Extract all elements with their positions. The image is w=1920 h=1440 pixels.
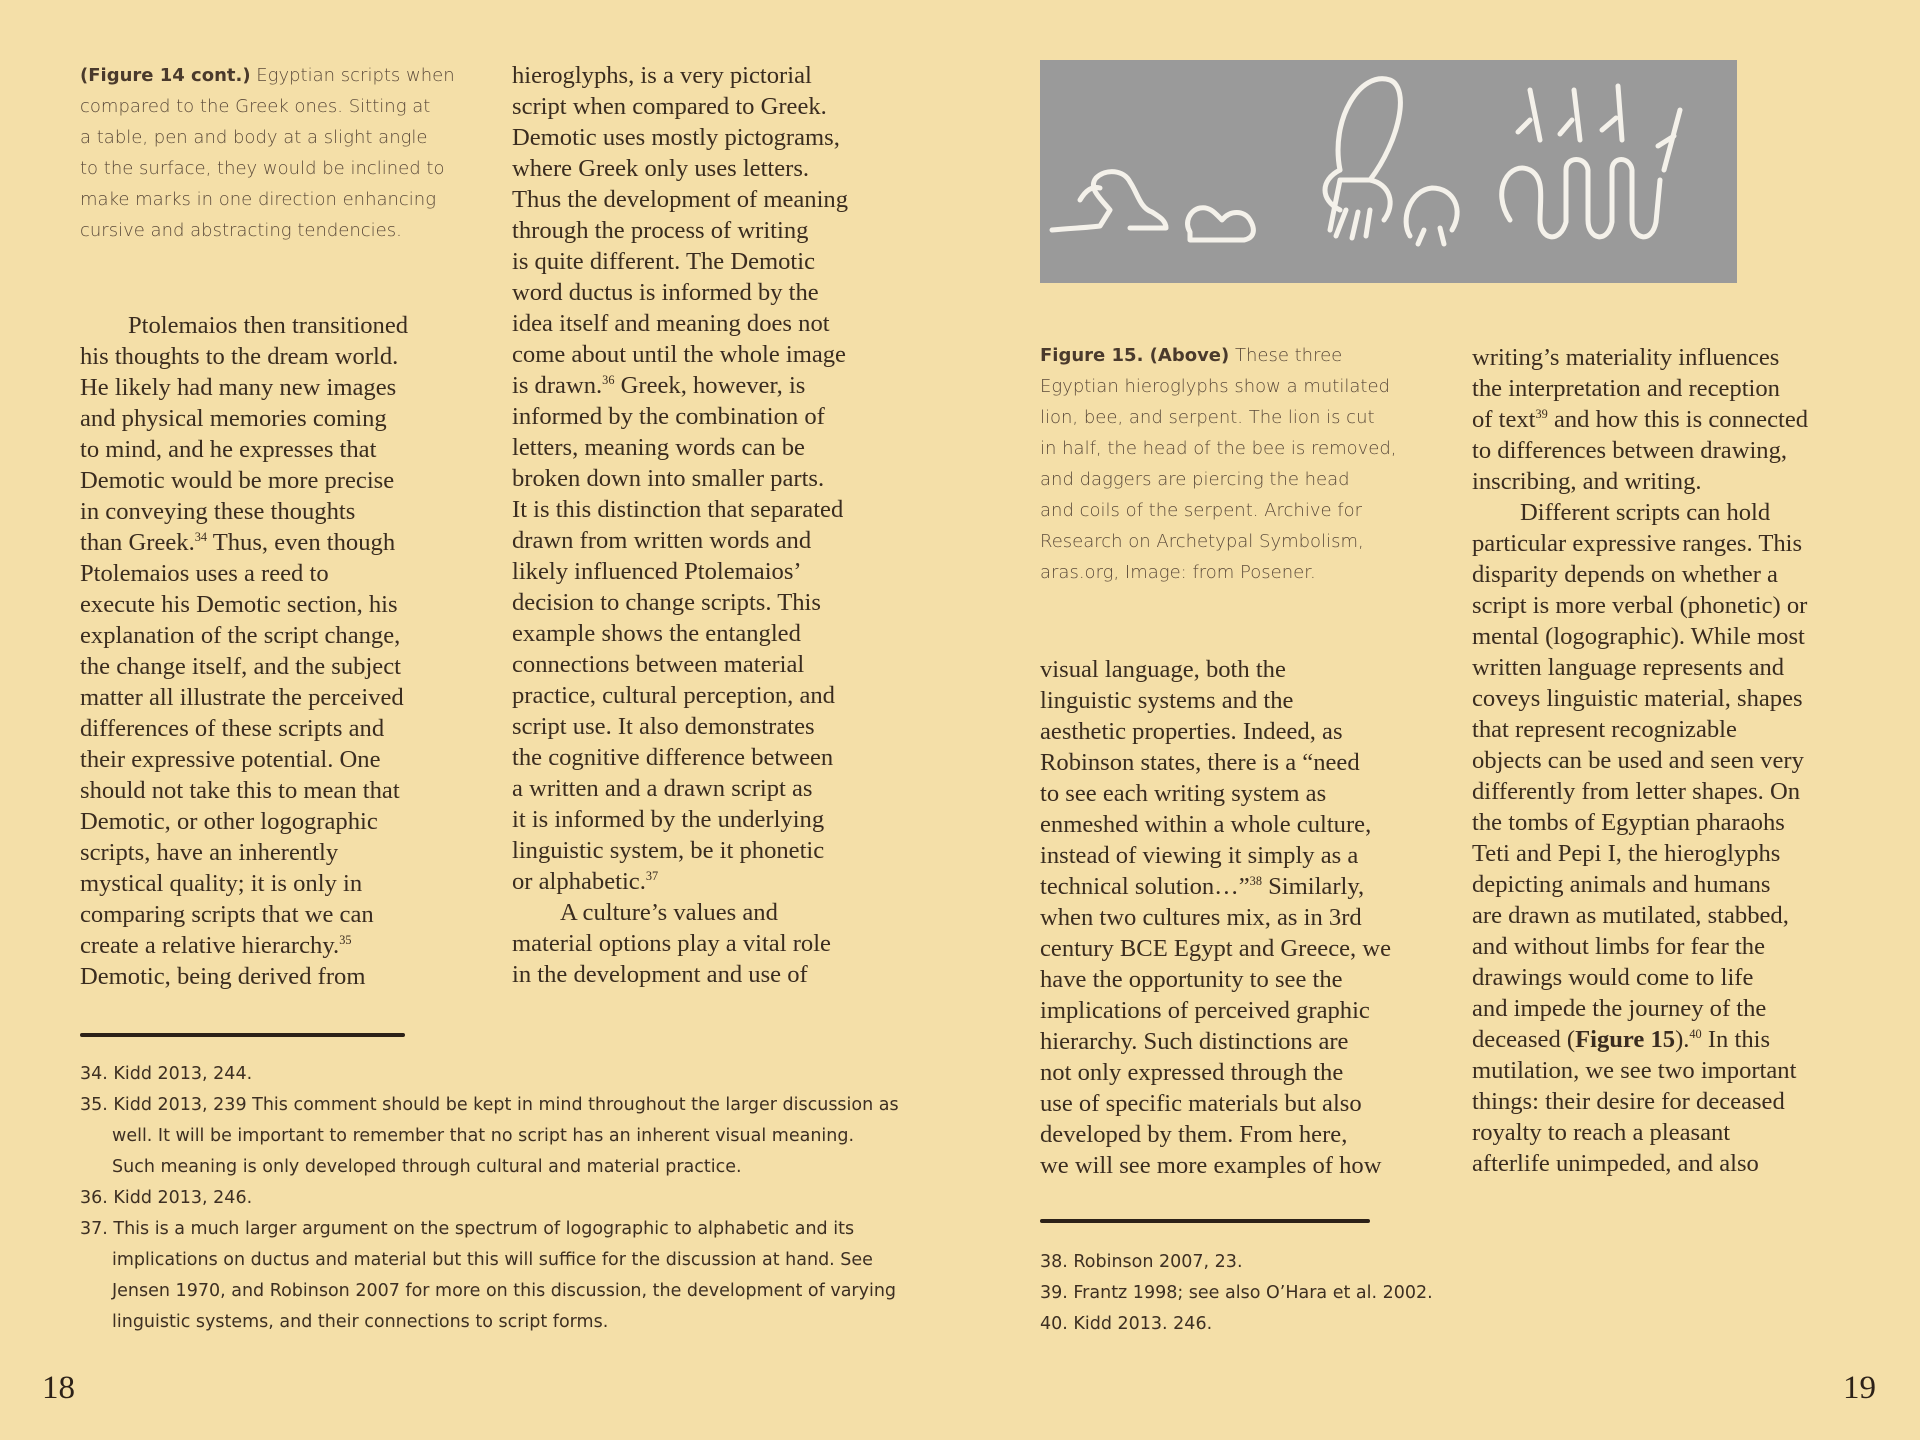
text-line: and without limbs for fear the — [1472, 933, 1765, 960]
footnote: 38. Robinson 2007, 23. — [1040, 1252, 1243, 1272]
footnote-ref[interactable]: 40 — [1689, 1026, 1702, 1041]
footnote-ref[interactable]: 38 — [1249, 873, 1262, 888]
text-line: Demotic, or other logographic — [80, 808, 378, 835]
caption-label: (Figure 14 cont.) — [80, 65, 251, 86]
text-line — [80, 930, 460, 961]
text-line: drawings would come to life — [1472, 964, 1754, 991]
text-line: It is this distinction that separated — [512, 496, 844, 523]
text-line: Ptolemaios then transitioned — [128, 312, 409, 339]
text-line: have the opportunity to see the — [1040, 966, 1343, 993]
footnote-divider — [1040, 1219, 1370, 1223]
caption-line — [80, 60, 460, 91]
text-line — [80, 527, 460, 558]
footnote-ref[interactable]: 34 — [194, 529, 208, 544]
body-column-3 — [1040, 654, 1420, 1181]
text-line: and physical memories coming — [80, 405, 387, 432]
figure-14-caption — [80, 60, 460, 246]
text-line: we will see more examples of how — [1040, 1152, 1382, 1179]
text-line: differences of these scripts and — [80, 715, 385, 742]
footnote: 37. This is a much larger argument on the spectrum of logographic to alphabetic and its implications on ductus and material but this will suffice for the discussion at hand. See Jensen 1970, and Robinson 2007 for more on this discussion, the development of varying linguistic systems, and their connections to script forms. — [80, 1219, 897, 1332]
text-line: Thus the development of meaning — [512, 186, 849, 213]
caption-line: lion, bee, and serpent. The lion is cut — [1040, 407, 1375, 428]
text-line: Demotic would be more precise — [80, 467, 395, 494]
footnote: 39. Frantz 1998; see also O’Hara et al. 2002. — [1040, 1283, 1433, 1303]
page-number-right: 19 — [1843, 1370, 1876, 1406]
text-line: his thoughts to the dream world. — [80, 343, 399, 370]
caption-line: and daggers are piercing the head — [1040, 469, 1350, 490]
text-line: implications of perceived graphic — [1040, 997, 1370, 1024]
footnote-ref[interactable]: 35 — [339, 932, 352, 947]
text-line: linguistic system, be it phonetic — [512, 837, 825, 864]
footnote: 40. Kidd 2013. 246. — [1040, 1314, 1213, 1334]
text-line: disparity depends on whether a — [1472, 561, 1778, 588]
text-line: use of specific materials but also — [1040, 1090, 1362, 1117]
text-line: Ptolemaios uses a reed to — [80, 560, 329, 587]
figure-15-image — [1040, 60, 1737, 283]
caption-line: cursive and abstracting tendencies. — [80, 220, 402, 241]
text-span: ). — [1675, 1026, 1690, 1053]
serpent-glyph — [1502, 86, 1680, 237]
footnote: 34. Kidd 2013, 244. — [80, 1064, 253, 1084]
caption-text: Egyptian scripts when — [250, 65, 455, 86]
text-line: Demotic uses mostly pictograms, — [512, 124, 840, 151]
text-line: to mind, and he expresses that — [80, 436, 377, 463]
text-line: comparing scripts that we can — [80, 901, 374, 928]
text-line: Demotic, being derived from — [80, 963, 366, 990]
text-line: inscribing, and writing. — [1472, 468, 1702, 495]
text-span: In this — [1701, 1026, 1771, 1053]
footnotes-left — [80, 1059, 900, 1338]
caption-text: These three — [1229, 345, 1343, 366]
text-span: Thus, even though — [207, 529, 396, 556]
text-line — [512, 370, 892, 401]
text-line: practice, cultural perception, and — [512, 682, 835, 709]
text-line: in the development and use of — [512, 961, 808, 988]
text-line: explanation of the script change, — [80, 622, 401, 649]
caption-line: aras.org, Image: from Posener. — [1040, 562, 1316, 583]
text-span: or alphabetic. — [512, 868, 646, 895]
text-line: developed by them. From here, — [1040, 1121, 1348, 1148]
text-line: letters, meaning words can be — [512, 434, 805, 461]
text-line: informed by the combination of — [512, 403, 825, 430]
text-line: where Greek only uses letters. — [512, 155, 810, 182]
figure-15-caption — [1040, 340, 1420, 588]
text-line: word ductus is informed by the — [512, 279, 819, 306]
text-line: script use. It also demonstrates — [512, 713, 815, 740]
text-span: than Greek. — [80, 529, 195, 556]
text-line: hierarchy. Such distinctions are — [1040, 1028, 1349, 1055]
text-line: writing’s materiality influences — [1472, 344, 1780, 371]
text-line: Teti and Pepi I, the hieroglyphs — [1472, 840, 1781, 867]
text-line: not only expressed through the — [1040, 1059, 1344, 1086]
text-span: and how this is connected — [1547, 406, 1809, 433]
text-line: script when compared to Greek. — [512, 93, 827, 120]
text-line: connections between material — [512, 651, 805, 678]
text-line: hieroglyphs, is a very pictorial — [512, 62, 812, 89]
text-line: drawn from written words and — [512, 527, 812, 554]
bee-glyph — [1325, 79, 1457, 244]
text-line: broken down into smaller parts. — [512, 465, 825, 492]
text-span: of text — [1472, 406, 1536, 433]
text-line: aesthetic properties. Indeed, as — [1040, 718, 1343, 745]
text-line: mystical quality; it is only in — [80, 870, 363, 897]
text-line: in conveying these thoughts — [80, 498, 356, 525]
footnotes-right — [1040, 1247, 1460, 1340]
text-span: create a relative hierarchy. — [80, 932, 340, 959]
caption-line: and coils of the serpent. Archive for — [1040, 500, 1363, 521]
text-line: to differences between drawing, — [1472, 437, 1788, 464]
text-span: technical solution…” — [1040, 873, 1250, 900]
text-line: linguistic systems and the — [1040, 687, 1294, 714]
text-line: He likely had many new images — [80, 374, 397, 401]
text-line: the change itself, and the subject — [80, 653, 401, 680]
hieroglyphs-illustration — [1040, 60, 1737, 283]
text-line: enmeshed within a whole culture, — [1040, 811, 1372, 838]
text-line: is quite different. The Demotic — [512, 248, 816, 275]
text-line: come about until the whole image — [512, 341, 846, 368]
text-line: are drawn as mutilated, stabbed, — [1472, 902, 1789, 929]
text-line: a written and a drawn script as — [512, 775, 813, 802]
caption-line: a table, pen and body at a slight angle — [80, 127, 428, 148]
text-line: depicting animals and humans — [1472, 871, 1771, 898]
text-line: visual language, both the — [1040, 656, 1286, 683]
text-span: Greek, however, is — [614, 372, 806, 399]
footnote: 35. Kidd 2013, 239 This comment should be kept in mind throughout the larger discussion as well. It will be important to remember that no script has an inherent visual meaning. Such meaning is only developed through cultural and material practice. — [80, 1095, 899, 1177]
text-line: and impede the journey of the — [1472, 995, 1767, 1022]
text-span: is drawn. — [512, 372, 603, 399]
text-line — [1472, 1024, 1852, 1055]
text-line — [512, 866, 892, 897]
caption-line: Egyptian hieroglyphs show a mutilated — [1040, 376, 1390, 397]
body-column-1 — [80, 310, 460, 992]
text-line: Robinson states, there is a “need — [1040, 749, 1360, 776]
page-number-left: 18 — [42, 1370, 75, 1406]
text-line: it is informed by the underlying — [512, 806, 825, 833]
footnote-ref[interactable]: 39 — [1535, 406, 1548, 421]
lion-glyph — [1052, 172, 1253, 240]
caption-line: compared to the Greek ones. Sitting at — [80, 96, 431, 117]
footnote-ref[interactable]: 36 — [602, 372, 615, 387]
text-line: instead of viewing it simply as a — [1040, 842, 1359, 869]
text-span: Similarly, — [1261, 873, 1365, 900]
text-line: the tombs of Egyptian pharaohs — [1472, 809, 1785, 836]
footnote: 36. Kidd 2013, 246. — [80, 1188, 253, 1208]
text-line: when two cultures mix, as in 3rd — [1040, 904, 1362, 931]
caption-line — [1040, 340, 1420, 371]
text-line: written language represents and — [1472, 654, 1785, 681]
caption-label: Figure 15. (Above) — [1040, 345, 1230, 366]
text-line: differently from letter shapes. On — [1472, 778, 1801, 805]
text-line: things: their desire for deceased — [1472, 1088, 1785, 1115]
text-line: royalty to reach a pleasant — [1472, 1119, 1731, 1146]
text-line: that represent recognizable — [1472, 716, 1737, 743]
text-line: A culture’s values and — [560, 899, 778, 926]
body-column-2 — [512, 60, 892, 990]
text-line — [1040, 871, 1420, 902]
text-line: through the process of writing — [512, 217, 809, 244]
text-line: mental (logographic). While most — [1472, 623, 1805, 650]
footnote-ref[interactable]: 37 — [645, 868, 659, 883]
text-line: material options play a vital role — [512, 930, 831, 957]
text-line: afterlife unimpeded, and also — [1472, 1150, 1759, 1177]
text-line: example shows the entangled — [512, 620, 801, 647]
text-line: the interpretation and reception — [1472, 375, 1780, 402]
caption-line: make marks in one direction enhancing — [80, 189, 437, 210]
text-span: deceased ( — [1472, 1026, 1576, 1053]
text-line: matter all illustrate the perceived — [80, 684, 404, 711]
text-line: century BCE Egypt and Greece, we — [1040, 935, 1392, 962]
text-line: to see each writing system as — [1040, 780, 1327, 807]
caption-line: to the surface, they would be inclined to — [80, 158, 445, 179]
text-line: their expressive potential. One — [80, 746, 381, 773]
text-line: decision to change scripts. This — [512, 589, 821, 616]
text-line: likely influenced Ptolemaios’ — [512, 558, 802, 585]
text-line: should not take this to mean that — [80, 777, 400, 804]
text-line — [1472, 404, 1852, 435]
text-line: particular expressive ranges. This — [1472, 530, 1803, 557]
text-line: idea itself and meaning does not — [512, 310, 830, 337]
text-line: the cognitive difference between — [512, 744, 834, 771]
body-column-4 — [1472, 342, 1852, 1179]
footnote-divider — [80, 1033, 405, 1037]
text-line: execute his Demotic section, his — [80, 591, 398, 618]
text-line: scripts, have an inherently — [80, 839, 339, 866]
text-line: mutilation, we see two important — [1472, 1057, 1797, 1084]
figure-reference-link[interactable]: Figure 15 — [1575, 1026, 1676, 1053]
text-line: script is more verbal (phonetic) or — [1472, 592, 1808, 619]
text-line: objects can be used and seen very — [1472, 747, 1804, 774]
caption-line: Research on Archetypal Symbolism, — [1040, 531, 1364, 552]
text-line: Different scripts can hold — [1520, 499, 1771, 526]
caption-line: in half, the head of the bee is removed, — [1040, 438, 1397, 459]
text-line: coveys linguistic material, shapes — [1472, 685, 1803, 712]
